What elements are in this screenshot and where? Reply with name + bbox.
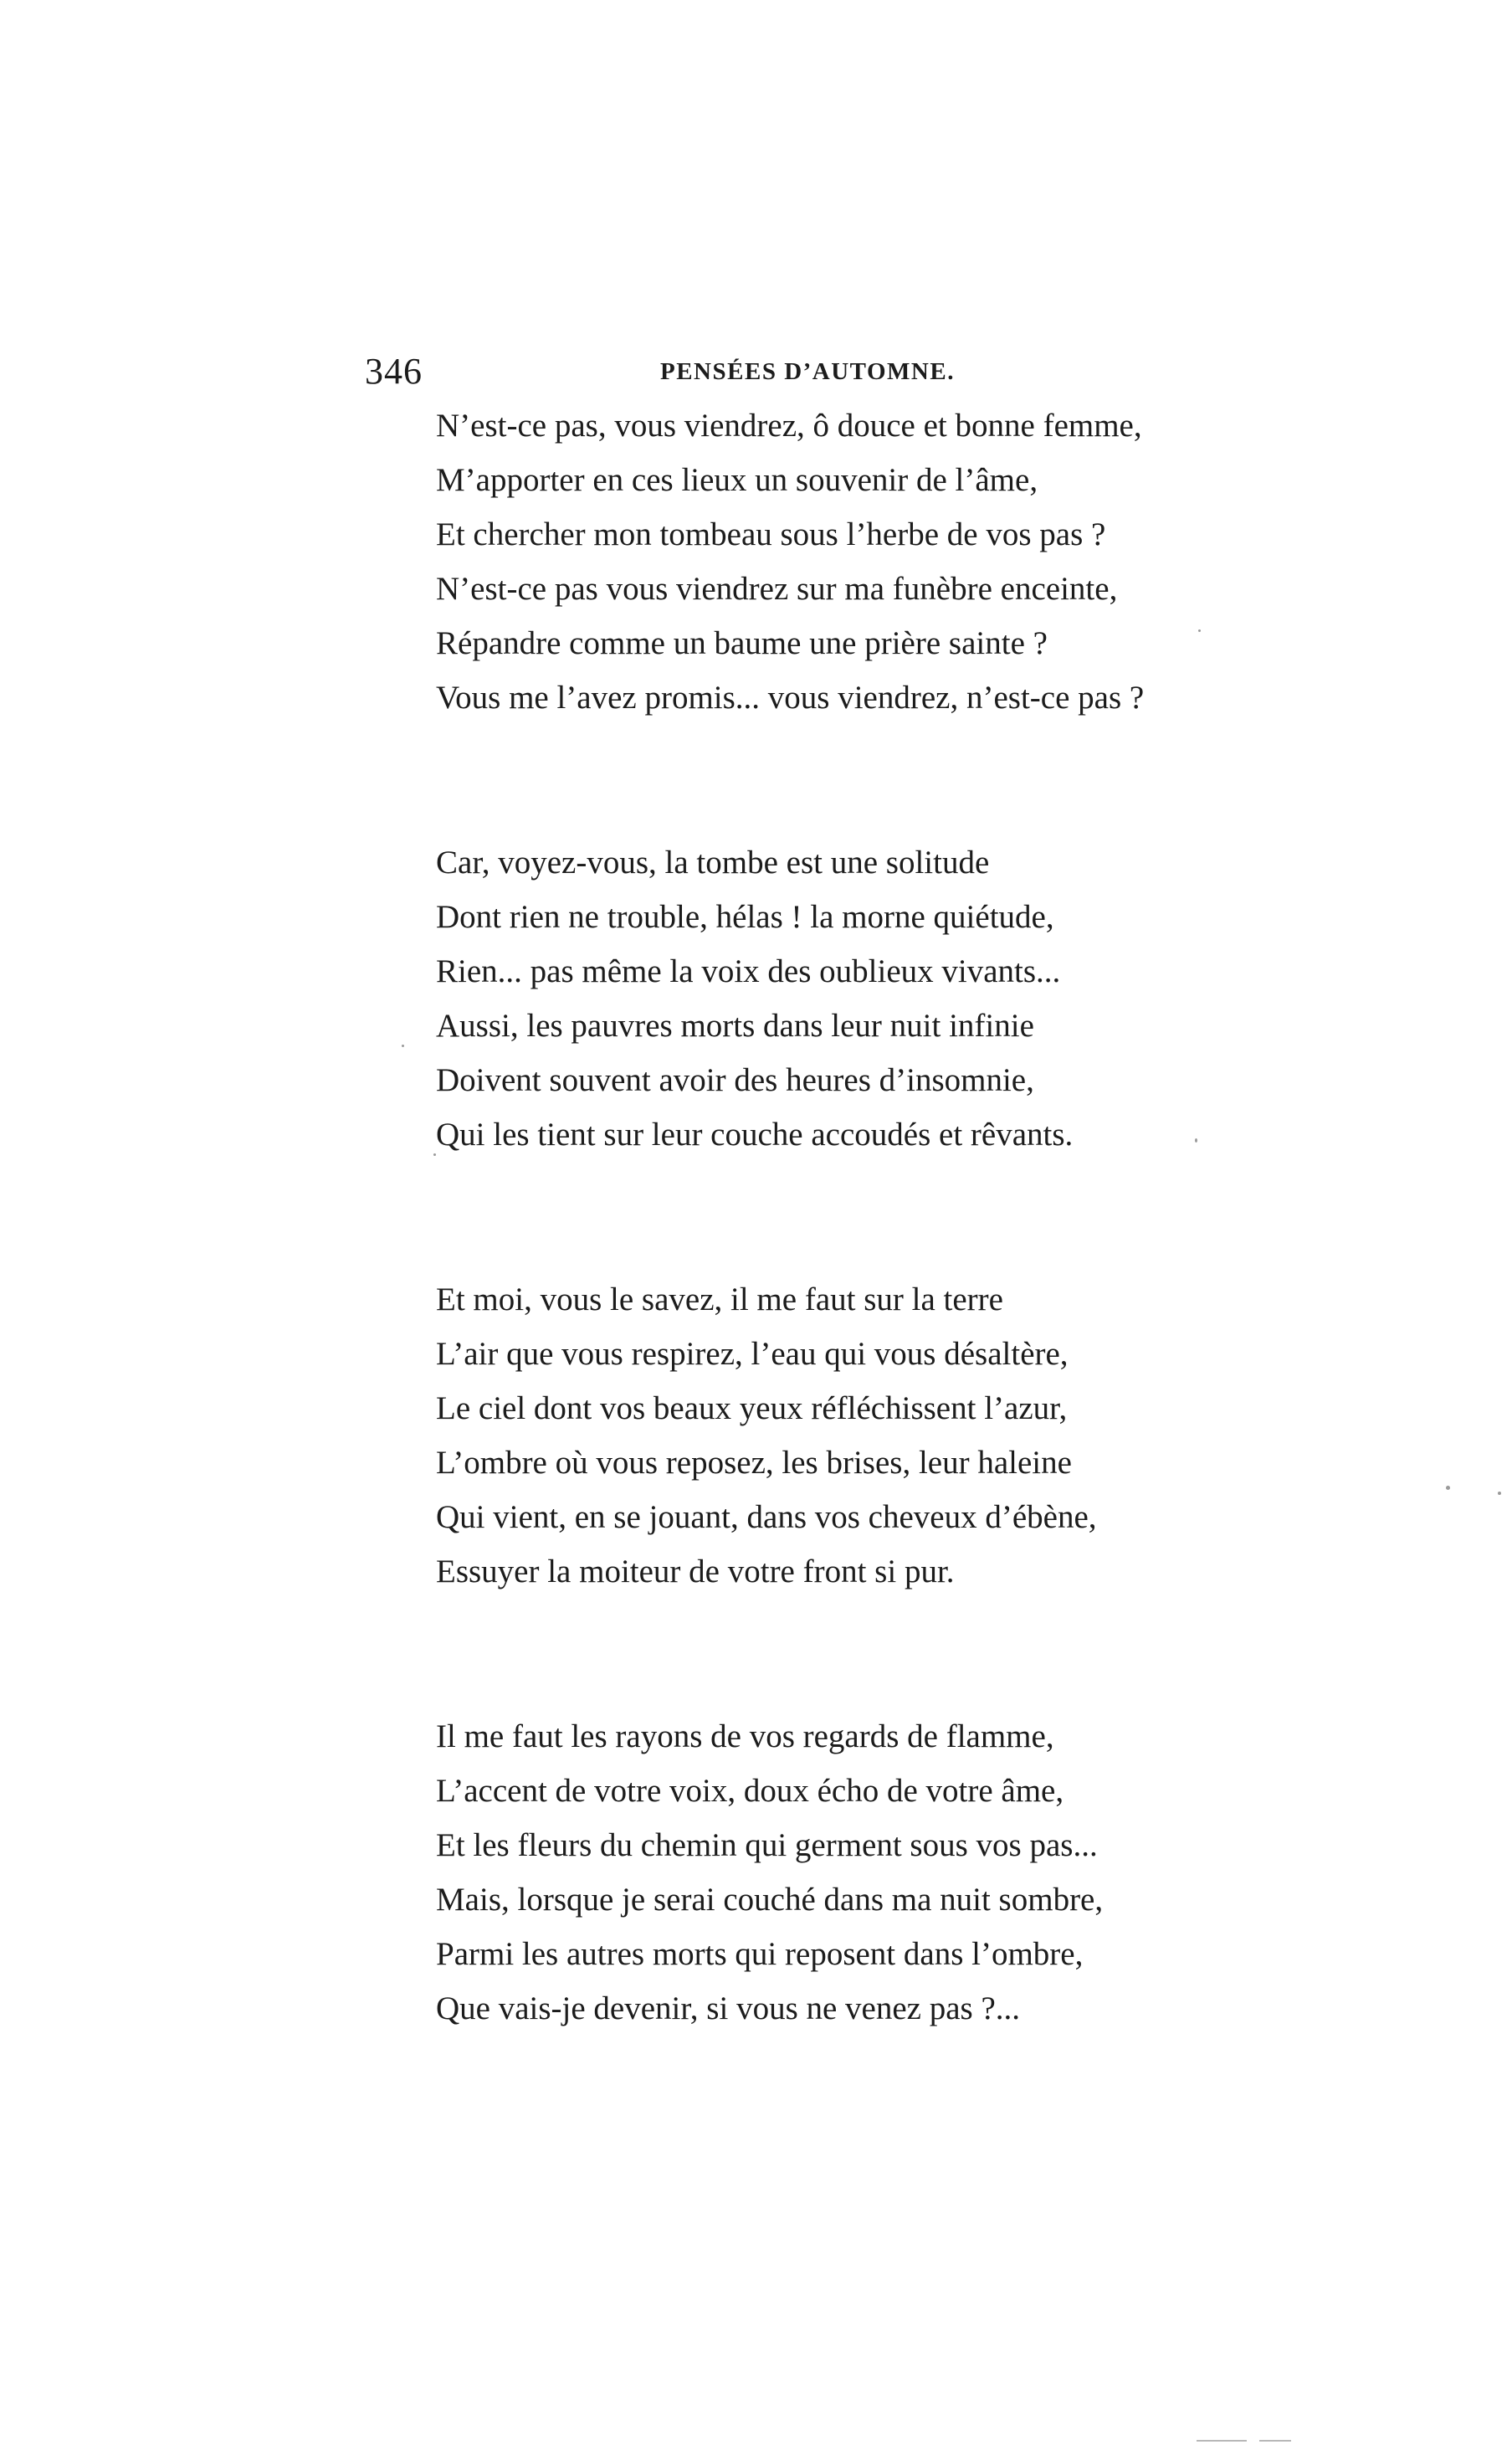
scan-speck [1446,1486,1450,1490]
verse-line: L’ombre où vous reposez, les brises, leur haleine [436,1445,1072,1481]
verse-line: Répandre comme un baume une prière sainte ? [436,625,1048,661]
verse-line: Car, voyez-vous, la tombe est une solitude [436,845,990,881]
verse-line: Et les fleurs du chemin qui germent sous vos pas... [436,1827,1098,1863]
page-number: 346 [365,351,423,392]
verse-line: Que vais-je devenir, si vous ne venez pas ?... [436,1990,1021,2026]
verse-line: Dont rien ne trouble, hélas ! la morne quiétude, [436,899,1054,935]
scan-speck [1195,1138,1197,1143]
verse-line: L’accent de votre voix, doux écho de votre âme, [436,1773,1064,1809]
scan-edge-mark [1197,2440,1247,2442]
scan-speck [1498,1492,1501,1495]
poem [436,398,1273,2036]
verse-line: Qui vient, en se jouant, dans vos cheveux d’ébène, [436,1499,1097,1535]
scan-speck [1198,629,1201,632]
verse-line: L’air que vous respirez, l’eau qui vous désaltère, [436,1336,1069,1372]
running-title: PENSÉES D’AUTOMNE. [660,358,955,385]
stanza-4 [436,1709,1273,2036]
verse-line: Vous me l’avez promis... vous viendrez, n’est-ce pas ? [436,680,1145,716]
verse-line: Parmi les autres morts qui reposent dans l’ombre, [436,1936,1084,1972]
verse-line: N’est-ce pas, vous viendrez, ô douce et bonne femme, [436,408,1142,444]
verse-line: Le ciel dont vos beaux yeux réfléchissent l’azur, [436,1390,1068,1426]
verse-line: N’est-ce pas vous viendrez sur ma funèbre enceinte, [436,571,1118,607]
page-header [365,350,1202,400]
stanza-2 [436,835,1273,1162]
verse-line: Mais, lorsque je serai couché dans ma nuit sombre, [436,1882,1104,1918]
verse-line: Essuyer la moiteur de votre front si pur. [436,1554,955,1589]
verse-line: Qui les tient sur leur couche accoudés et rêvants. [436,1117,1074,1153]
scan-edge-mark [1259,2440,1291,2442]
verse-line: Et chercher mon tombeau sous l’herbe de vos pas ? [436,516,1106,552]
verse-line: Aussi, les pauvres morts dans leur nuit infinie [436,1008,1034,1044]
stanza-1 [436,398,1273,725]
verse-line: Doivent souvent avoir des heures d’insomnie, [436,1062,1034,1098]
scan-speck [433,1153,436,1156]
verse-line: M’apporter en ces lieux un souvenir de l’âme, [436,462,1038,498]
scan-speck [402,1045,404,1047]
verse-line: Il me faut les rayons de vos regards de flamme, [436,1718,1054,1754]
stanza-3 [436,1272,1273,1599]
verse-line: Rien... pas même la voix des oublieux vivants... [436,953,1061,989]
verse-line: Et moi, vous le savez, il me faut sur la terre [436,1281,1003,1317]
